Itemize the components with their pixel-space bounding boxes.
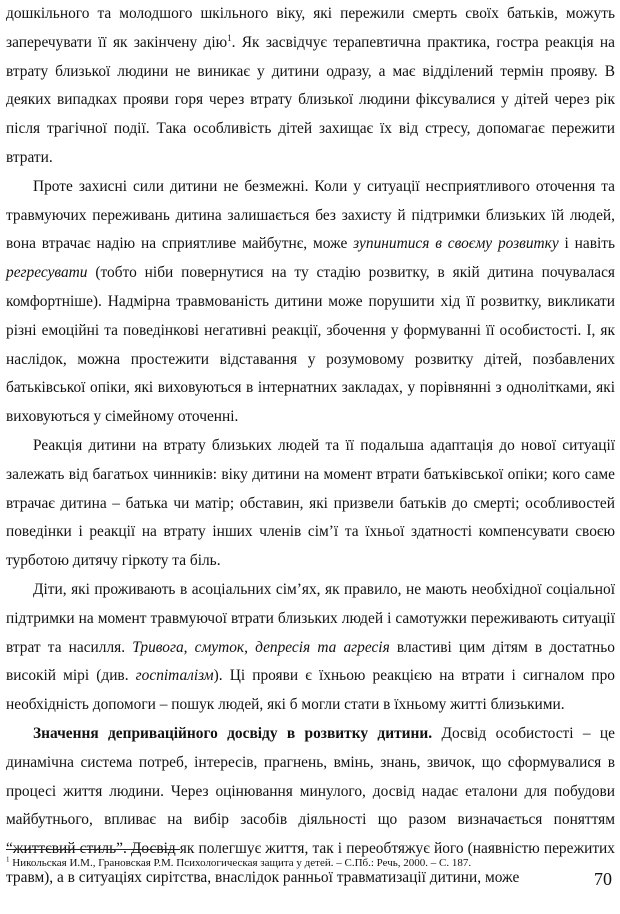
paragraph-4-italic-term-2: госпіталізм bbox=[135, 667, 214, 685]
paragraph-4-text-cont: властиві цим дітям в достатньо високій мірі (див. bbox=[6, 638, 616, 685]
paragraph-4-text-end: ). Ці прояви є їхньою реакцією на втрати і сигналом про необхідність допомоги – пошук людей, які б могли стати в їхньому житті близькими. bbox=[6, 667, 615, 714]
footnote-text: Никольская И.М., Грановская Р.М. Психологическая защита у детей. – С.Пб.: Речь, 2000. – С. 187. bbox=[9, 857, 472, 869]
paragraph-1-text-cont: . Як засвідчує терапевтична практика, гостра реакція на втрату близької людини не виникає у дитини одразу, а має відділений термін прояву. В деяких випадках прояви горя через втрату близької людини фіксувалися у дітей через рік після трагічної події. Така особливість дітей захищає їх від стресу, допомагає пережити втрати. bbox=[6, 33, 615, 166]
paragraph-2-italic-term-2: регресувати bbox=[6, 264, 88, 282]
section-heading: Значення деприваційного досвіду в розвитку дитини. bbox=[33, 724, 433, 742]
paragraph-2-text-end: (тобто ніби повернутися на ту стадію розвитку, в якій дитина почувалася комфортніше). Надмірна травмованість дитини може порушити хід її розвитку, викликати різні емоційні та поведінкові негативні реакції, збочення у формуванні її особистості. І, як наслідок, можна простежити відставання у розумовому розвитку дітей, позбавлених батьківської опіки, які виховуються в інтернатних закладах, у порівнянні з однолітками, які виховуються у сімейному оточенні. bbox=[6, 264, 615, 426]
paragraph-3: Реакція дитини на втрату близьких людей та її подальша адаптація до нової ситуації залежать від багатьох чинників: віку дитини на момент втрати батьківської опіки; кого саме втрачає дитина – батька чи матір; обставин, які призвели батьків до смерті; особливостей поведінки і реакції на втрату інших членів сім’ї та їхньої здатності компенсувати своєю турботою дитячу гіркоту та біль. bbox=[6, 436, 615, 570]
footnote bbox=[6, 856, 566, 870]
paragraph-4-text: Діти, які проживають в асоціальних сім’ях, як правило, не мають необхідної соціальної підтримки на момент травмуючої втрати близьких людей і самотужки переживають ситуації втрат та насилля. bbox=[6, 580, 615, 656]
page-number: 70 bbox=[594, 869, 612, 889]
paragraph-5-text: Досвід особистості – це динамічна система потреб, інтересів, прагнень, вмінь, знань, звичок, що сформувалися в процесі життя людини. Через оцінювання минулого, досвід надає еталони для побудови майбутнього, впливає на вибір засобів діяльності що разом визначається поняттям “життєвий стиль”. Досвід як полегшує життя, так і переобтяжує його (наявністю пережитих травм), а в ситуаціях сирітства, внаслідок ранньої травматизації дитини, може bbox=[6, 724, 615, 886]
footnote-reference: 1 bbox=[227, 32, 232, 43]
footnote-divider bbox=[6, 849, 180, 850]
paragraph-2-italic-term: зупинитися в своєму розвитку bbox=[353, 235, 559, 253]
paragraph-1-text: дошкільного та молодшого шкільного віку, які пережили смерть своїх батьків, можуть заперечувати її як закінчену дію bbox=[6, 5, 615, 51]
paragraph-2-text-cont: і навіть bbox=[558, 235, 615, 253]
paragraph-2 bbox=[6, 173, 615, 432]
paragraph-1 bbox=[6, 0, 615, 173]
footnote-mark: 1 bbox=[6, 855, 10, 864]
paragraph-4-italic-term: Тривога, смуток, депресія та агресія bbox=[132, 638, 390, 656]
paragraph-4 bbox=[6, 576, 615, 720]
paragraph-2-text: Проте захисні сили дитини не безмежні. Коли у ситуації несприятливого оточення та травмуючих переживань дитина залишається без захисту й підтримки близьких їй людей, вона втрачає надію на сприятливе майбутнє, може bbox=[6, 177, 615, 253]
body-text bbox=[6, 0, 615, 893]
